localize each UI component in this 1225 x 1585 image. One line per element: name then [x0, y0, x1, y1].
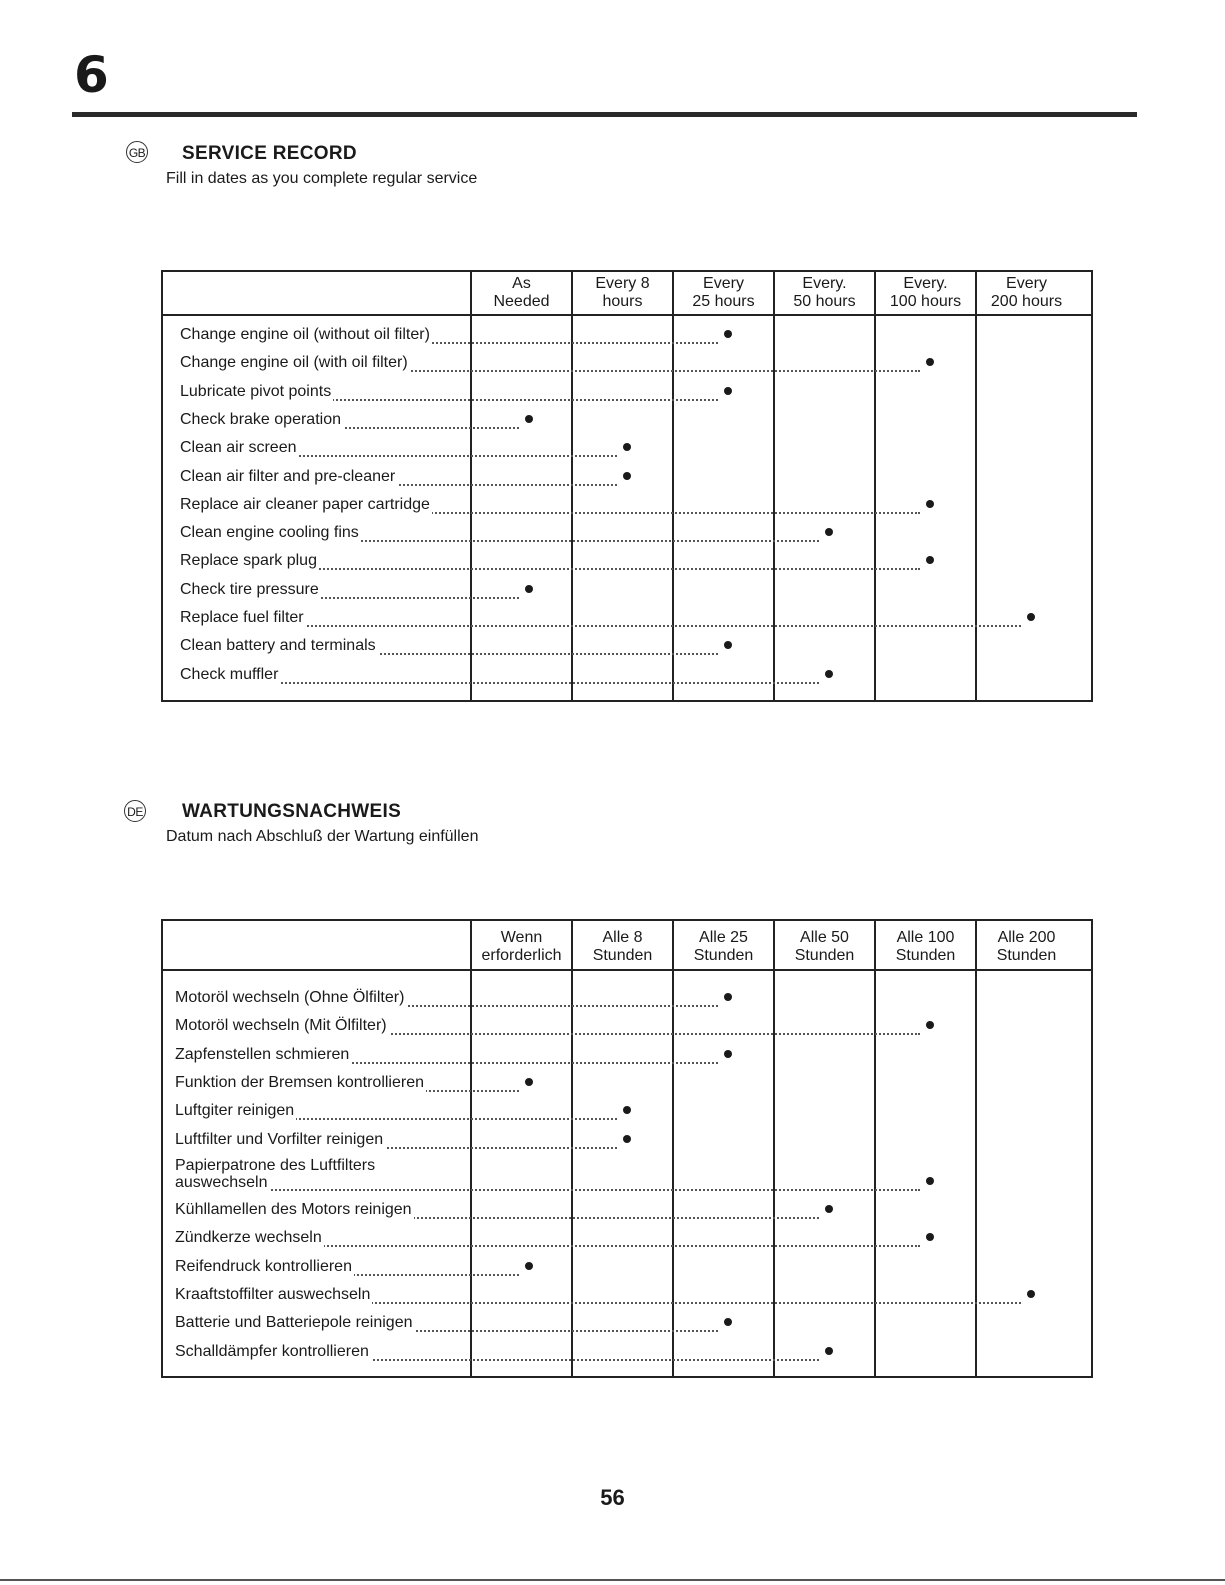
- header-rule: [72, 112, 1137, 117]
- task-label: Change engine oil (without oil filter): [180, 326, 430, 343]
- interval-marker-dot: [825, 528, 833, 536]
- interval-marker-dot: [926, 1233, 934, 1241]
- task-row: [163, 495, 1091, 526]
- section-title-de: WARTUNGSNACHWEIS: [182, 801, 402, 822]
- task-row: [163, 410, 1091, 441]
- language-badge-gb: GB: [126, 141, 148, 163]
- task-label: Check muffler: [180, 665, 279, 683]
- interval-header: [876, 275, 975, 311]
- interval-marker-dot: [724, 387, 732, 395]
- interval-header-line: Alle 25: [699, 929, 748, 946]
- task-label: Change engine oil (with oil filter): [180, 354, 408, 372]
- interval-marker-dot: [525, 1078, 533, 1086]
- task-label: Schalldämpfer kontrollieren: [175, 1342, 369, 1360]
- task-label: Kraaftstoffilter auswechseln: [175, 1286, 371, 1303]
- task-row: [163, 554, 1091, 582]
- interval-marker-dot: [724, 330, 732, 338]
- interval-header-line: As: [512, 275, 531, 292]
- dot-leader: [180, 1189, 920, 1191]
- interval-header: [472, 929, 571, 965]
- interval-marker-dot: [825, 1205, 833, 1213]
- task-label: Motoröl wechseln (Mit Ölfilter): [175, 1017, 387, 1035]
- interval-header-line: Every.: [903, 275, 948, 292]
- task-row: [163, 1257, 1091, 1288]
- interval-header-line: 200 hours: [990, 293, 1063, 310]
- footer-rule: [0, 1579, 1225, 1581]
- interval-header: [876, 929, 975, 965]
- task-row: [163, 1342, 1091, 1373]
- interval-marker-dot: [926, 556, 934, 564]
- interval-header: [775, 275, 874, 311]
- interval-header: [977, 275, 1076, 311]
- task-row: [163, 991, 1091, 1019]
- task-label: Clean air screen: [180, 439, 297, 457]
- interval-header: [775, 929, 874, 965]
- interval-header-line: Stunden: [996, 947, 1057, 964]
- interval-header: [674, 929, 773, 965]
- interval-marker-dot: [724, 993, 732, 1001]
- interval-marker-dot: [623, 1106, 631, 1114]
- interval-header-line: Alle 8: [602, 929, 643, 946]
- interval-marker-dot: [525, 1262, 533, 1270]
- interval-marker-dot: [926, 1177, 934, 1185]
- task-label: Zündkerze wechseln: [175, 1229, 322, 1247]
- task-label: Lubricate pivot points: [180, 382, 332, 400]
- interval-marker-dot: [926, 1021, 934, 1029]
- task-row: [163, 356, 1091, 384]
- section-number: 6: [74, 46, 109, 104]
- interval-header: [573, 929, 672, 965]
- task-row: [163, 611, 1091, 639]
- task-row: [163, 1104, 1091, 1132]
- section-title-gb: SERVICE RECORD: [182, 143, 357, 164]
- task-row: [163, 1203, 1091, 1231]
- task-row: [163, 441, 1091, 469]
- interval-marker-dot: [525, 415, 533, 423]
- task-row: [163, 1019, 1091, 1047]
- interval-header-line: Alle 100: [896, 929, 955, 946]
- task-label: Reifendruck kontrollieren: [175, 1257, 352, 1275]
- task-label: Zapfenstellen schmieren: [175, 1045, 350, 1063]
- task-row: [163, 1316, 1091, 1344]
- interval-header-line: 25 hours: [692, 293, 755, 310]
- service-table-de: [161, 919, 1093, 1378]
- interval-header-line: Stunden: [693, 947, 754, 964]
- interval-marker-dot: [525, 585, 533, 593]
- task-label: Clean battery and terminals: [180, 637, 376, 655]
- task-label: Clean air filter and pre-cleaner: [180, 467, 396, 485]
- task-label: Replace fuel filter: [180, 609, 304, 626]
- interval-header: [674, 275, 773, 311]
- interval-marker-dot: [724, 1050, 732, 1058]
- task-label: Clean engine cooling fins: [180, 524, 359, 542]
- interval-header: [977, 929, 1076, 965]
- interval-header: [573, 275, 672, 311]
- task-row: [163, 1288, 1091, 1316]
- task-row: [163, 328, 1091, 356]
- task-label: Kühllamellen des Motors reinigen: [175, 1201, 412, 1219]
- interval-marker-dot: [623, 472, 631, 480]
- interval-marker-dot: [825, 1347, 833, 1355]
- interval-header-line: Every.: [802, 275, 847, 292]
- interval-header-line: erforderlich: [481, 947, 562, 964]
- interval-header-line: Alle 200: [997, 929, 1056, 946]
- interval-header-line: Every 8: [595, 275, 650, 292]
- task-row: [163, 526, 1091, 554]
- interval-header-line: 100 hours: [889, 293, 962, 310]
- interval-header-line: Stunden: [895, 947, 956, 964]
- task-label: auswechseln: [175, 1173, 268, 1191]
- interval-header-line: Every: [703, 275, 744, 292]
- section-subtitle-gb: Fill in dates as you complete regular service: [166, 170, 478, 187]
- section-subtitle-de: Datum nach Abschluß der Wartung einfüllen: [166, 828, 479, 845]
- language-badge-de: DE: [124, 800, 146, 822]
- interval-header-line: Needed: [493, 293, 550, 310]
- interval-marker-dot: [1027, 1290, 1035, 1298]
- interval-header-line: Stunden: [794, 947, 855, 964]
- task-label: Check brake operation: [180, 410, 341, 428]
- interval-header-line: Wenn: [500, 929, 543, 946]
- task-label: Luftgiter reinigen: [175, 1102, 295, 1120]
- task-row: [163, 1231, 1091, 1259]
- interval-header-line: 50 hours: [793, 293, 856, 310]
- interval-header: [472, 275, 571, 311]
- task-label: Replace air cleaner paper cartridge: [180, 495, 430, 513]
- task-row: [163, 1156, 1091, 1203]
- task-row: [163, 1073, 1091, 1104]
- task-label: Funktion der Bremsen kontrollieren: [175, 1073, 425, 1091]
- task-label: Replace spark plug: [180, 552, 317, 570]
- task-label: Check tire pressure: [180, 580, 319, 598]
- task-row: [163, 467, 1091, 498]
- task-row: [163, 1045, 1091, 1076]
- interval-marker-dot: [926, 358, 934, 366]
- dot-leader: [180, 625, 1021, 627]
- interval-marker-dot: [825, 670, 833, 678]
- interval-header-line: Stunden: [592, 947, 653, 964]
- interval-marker-dot: [724, 1318, 732, 1326]
- interval-header-line: Every: [1006, 275, 1047, 292]
- task-label: Luftfilter und Vorfilter reinigen: [175, 1130, 384, 1148]
- interval-marker-dot: [926, 500, 934, 508]
- interval-marker-dot: [724, 641, 732, 649]
- interval-header-line: Alle 50: [800, 929, 849, 946]
- service-table-gb: [161, 270, 1093, 702]
- task-label: Motoröl wechseln (Ohne Ölfilter): [175, 989, 405, 1006]
- task-label: Batterie und Batteriepole reinigen: [175, 1314, 413, 1332]
- interval-marker-dot: [1027, 613, 1035, 621]
- task-row: [163, 382, 1091, 413]
- page-number: 56: [600, 1485, 625, 1510]
- task-row: [163, 639, 1091, 667]
- interval-header-line: hours: [602, 293, 643, 310]
- task-label: Papierpatrone des Luftfilters: [175, 1156, 376, 1174]
- task-row: [163, 580, 1091, 611]
- interval-marker-dot: [623, 443, 631, 451]
- task-row: [163, 665, 1091, 696]
- interval-marker-dot: [623, 1135, 631, 1143]
